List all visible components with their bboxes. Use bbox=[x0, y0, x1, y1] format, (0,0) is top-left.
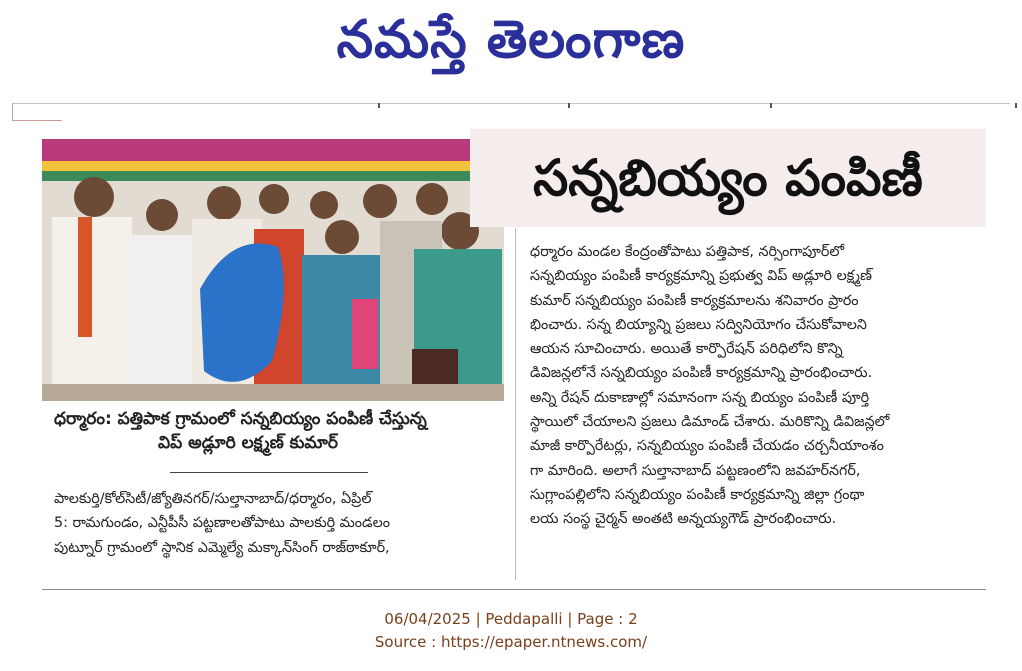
article-line: డివిజన్లలోనే సన్నబియ్యం పంపిణీ కార్యక్రమాన్ని ప్రారంభించారు. bbox=[530, 365, 873, 382]
newspaper-masthead bbox=[0, 0, 1022, 80]
divider-tick bbox=[378, 103, 380, 108]
edition-info: 06/04/2025 | Peddapalli | Page : 2 bbox=[384, 610, 638, 628]
article-line: సన్నబియ్యం పంపిణీ కార్యక్రమాన్ని ప్రభుత్వ విప్ అడ్లూరి లక్ష్మణ్ bbox=[530, 268, 872, 285]
article-line: పాలకుర్తి/కోల్‌సిటీ/జ్యోతినగర్/సుల్తానాబాద్/ధర్మారం, ఏప్రిల్ bbox=[54, 491, 372, 507]
article-line: అన్ని రేషన్ దుకాణాల్లో సమానంగా సన్న బియ్యం పంపిణీ పూర్తి bbox=[530, 389, 870, 406]
news-photo bbox=[42, 139, 504, 401]
masthead-title: నమస్తే తెలంగాణ bbox=[336, 10, 686, 70]
article-line: ధర్మారం మండల కేంద్రంతోపాటు పత్తిపాక, నర్సింగాపూర్‌లో bbox=[530, 244, 845, 260]
caption-line: ధర్మారం: పత్తిపాక గ్రామంలో సన్నబియ్యం పంపిణీ చేస్తున్న bbox=[54, 409, 427, 429]
divider-tick bbox=[770, 103, 772, 108]
caption-underline bbox=[170, 472, 368, 473]
source-link[interactable]: Source : https://epaper.ntnews.com/ bbox=[374, 633, 648, 651]
column-divider bbox=[515, 228, 516, 580]
article-line: గా మారింది. అలాగే సుల్తానాబాద్ పట్టణంలోని జవహర్‌నగర్, bbox=[530, 462, 861, 479]
divider-tick bbox=[1015, 103, 1017, 108]
divider-tick bbox=[568, 103, 570, 108]
article-line: భించారు. సన్న బియ్యాన్ని ప్రజలు సద్వినియోగం చేసుకోవాలని bbox=[530, 316, 867, 333]
article-line: సుగ్లాంపల్లిలోని సన్నబియ్యం పంపిణీ కార్యక్రమాన్ని జిల్లా గ్రంథా bbox=[530, 486, 865, 503]
article-line: లయ సంస్థ చైర్మన్ అంతటి అన్నయ్యగౌడ్ ప్రారంభించారు. bbox=[530, 511, 837, 528]
article-headline: సన్నబియ్యం పంపిణీ bbox=[533, 149, 923, 207]
photo-caption bbox=[54, 407, 494, 455]
top-divider bbox=[12, 103, 1010, 104]
clip-corner-mark bbox=[12, 103, 13, 121]
headline-banner bbox=[470, 129, 986, 227]
article-line: మాజీ కార్పొరేటర్లు, సన్నబియ్యం పంపిణీ చేయడం చర్చనీయాంశం bbox=[530, 438, 884, 455]
article-line: కుమార్ సన్నబియ్యం పంపిణీ కార్యక్రమాలను శనివారం ప్రారం bbox=[530, 292, 859, 309]
clip-corner-mark bbox=[12, 120, 62, 121]
article-line: 5: రామగుండం, ఎన్టీపీసీ పట్టణాలతోపాటు పాలకుర్తి మండలం bbox=[54, 515, 391, 532]
article-column-right bbox=[530, 240, 986, 532]
article-line: ఆయన సూచించారు. అయితే కార్పొరేషన్ పరిధిలోని కొన్ని bbox=[530, 341, 843, 358]
caption-line: విప్ అడ్లూరి లక్ష్మణ్ కుమార్ bbox=[158, 433, 338, 453]
article-column-left bbox=[54, 487, 502, 560]
article-line: స్థాయిలో చేయాలని ప్రజలు డిమాండ్ చేశారు. మరికొన్ని డివిజన్లలో bbox=[530, 414, 890, 431]
bottom-divider bbox=[42, 589, 986, 590]
article-line: పుట్నూర్ గ్రామంలో స్థానిక ఎమ్మెల్యే మక్కాన్‌సింగ్ రాజ్‌ఠాకూర్, bbox=[54, 539, 390, 556]
